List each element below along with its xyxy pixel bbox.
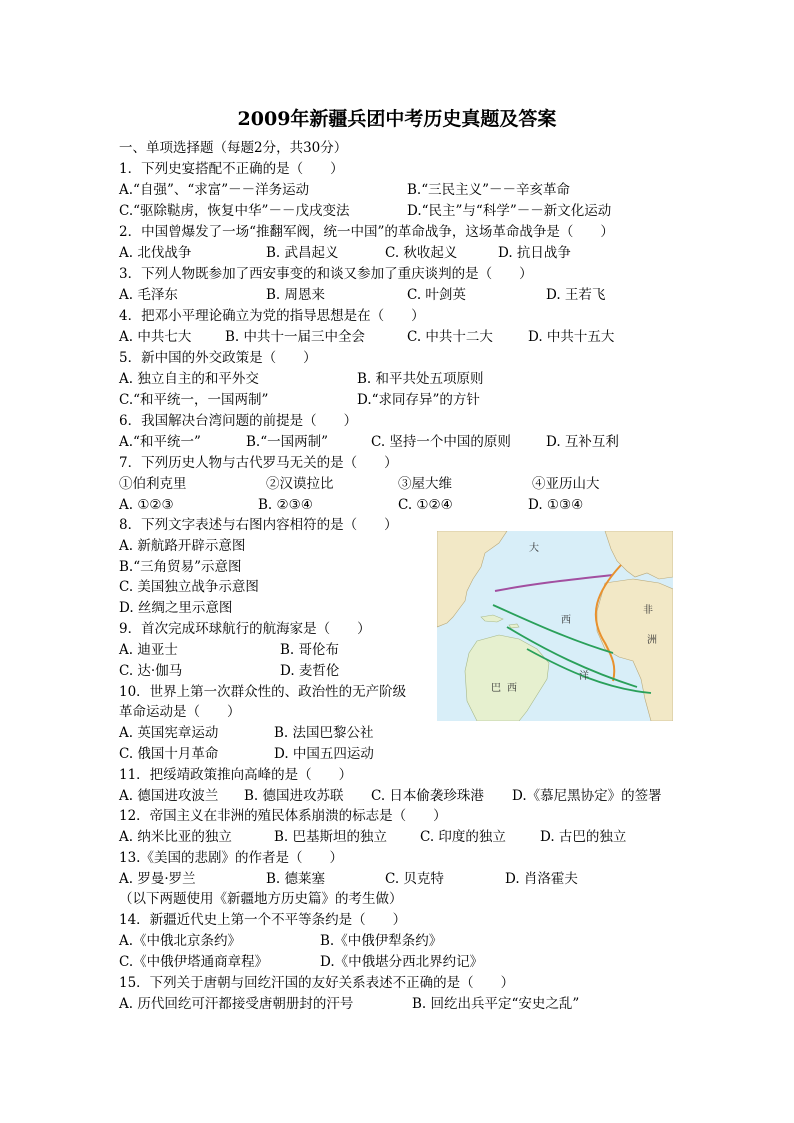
q8-option-c: C. 美国独立战争示意图	[119, 579, 259, 595]
q12-option-a: A. 纳米比亚的独立	[119, 829, 232, 845]
q8-stem: 8．下列文字表述与右图内容相符的是（ ）	[119, 517, 398, 533]
q14-option-b: B.《中俄伊犁条约》	[320, 933, 443, 949]
q4-option-a: A. 中共七大	[119, 329, 192, 345]
q11-option-d: D.《慕尼黑协定》的签署	[512, 788, 662, 804]
q3-option-a: A. 毛泽东	[119, 287, 178, 303]
map-label-xi2: 西	[507, 683, 517, 694]
q13-stem: 13.《美国的悲剧》的作者是（ ）	[119, 850, 343, 866]
q6-option-a: A.“和平统一”	[119, 434, 201, 450]
q7-option-d: D. ①③④	[528, 497, 584, 513]
q1-stem: 1．下列史宴搭配不正确的是（ ）	[119, 161, 344, 177]
q11-stem: 11．把绥靖政策推向高峰的是（ ）	[119, 767, 353, 783]
q14-option-c: C.《中俄伊塔通商章程》	[119, 954, 269, 970]
q1-option-c: C.“驱除鞑虏，恢复中华”－－戊戌变法	[119, 203, 350, 219]
q5-stem: 5．新中国的外交政策是（ ）	[119, 350, 317, 366]
q15-stem: 15．下列关于唐朝与回纥汗国的友好关系表述不正确的是（ ）	[119, 975, 515, 991]
q10-option-d: D. 中国五四运动	[274, 746, 374, 762]
q3-option-b: B. 周恩来	[266, 287, 326, 303]
q6-option-c: C. 坚持一个中国的原则	[371, 434, 511, 450]
q10-stem-line1: 10．世界上第一次群众性的、政治性的无产阶级	[119, 684, 407, 700]
q13-option-a: A. 罗曼·罗兰	[119, 871, 196, 887]
q9-option-a: A. 迪亚士	[119, 642, 178, 658]
q7-option-c: C. ①②④	[398, 497, 453, 513]
map-label-da: 大	[529, 543, 539, 554]
q6-option-d: D. 互补互利	[546, 434, 619, 450]
q1-option-d: D.“民主”与“科学”－－新文化运动	[407, 203, 612, 219]
q10-option-c: C. 俄国十月革命	[119, 746, 219, 762]
q3-option-c: C. 叶剑英	[407, 287, 466, 303]
q5-option-d: D.“求同存异”的方针	[357, 392, 480, 408]
section-heading: 一、单项选择题（每题2分，共30分）	[119, 140, 348, 156]
q14-stem: 14．新疆近代史上第一个不平等条约是（ ）	[119, 912, 407, 928]
q4-option-b: B. 中共十一届三中全会	[225, 329, 366, 345]
q8-option-d: D. 丝绸之里示意图	[119, 600, 233, 616]
q14-option-a: A.《中俄北京条约》	[119, 933, 242, 949]
q4-option-d: D. 中共十五大	[528, 329, 615, 345]
q2-option-b: B. 武昌起义	[266, 245, 339, 261]
q7-item-3: ③屋大维	[398, 476, 452, 492]
map-label-zhou: 洲	[647, 635, 657, 646]
q2-option-a: A. 北伐战争	[119, 245, 192, 261]
map-label-ba: 巴	[491, 683, 501, 694]
q9-option-b: B. 哥伦布	[280, 642, 340, 658]
page-title: 2009年新疆兵团中考历史真题及答案	[237, 108, 557, 130]
q6-option-b: B.“一国两制”	[246, 434, 329, 450]
q7-option-a: A. ①②③	[119, 497, 174, 513]
q12-option-b: B. 巴基斯坦的独立	[274, 829, 388, 845]
q12-stem: 12．帝国主义在非洲的殖民体系崩溃的标志是（ ）	[119, 808, 447, 824]
q7-option-b: B. ②③④	[258, 497, 313, 513]
q15-option-b: B. 回纥出兵平定“安史之乱”	[412, 996, 580, 1012]
q12-option-c: C. 印度的独立	[420, 829, 506, 845]
q5-option-c: C.“和平统一，一国两制”	[119, 392, 269, 408]
q11-option-b: B. 德国进攻苏联	[244, 788, 344, 804]
map-label-xi: 西	[561, 615, 571, 626]
q13-option-c: C. 贝克特	[385, 871, 444, 887]
q13-option-b: B. 德莱塞	[266, 871, 326, 887]
q8-option-b: B.“三角贸易”示意图	[119, 559, 242, 575]
q7-item-4: ④亚历山大	[532, 476, 600, 492]
q14-option-d: D.《中俄堪分西北界约记》	[320, 954, 484, 970]
note-line: （以下两题使用《新疆地方历史篇》的考生做）	[119, 891, 403, 907]
q5-option-b: B. 和平共处五项原则	[357, 371, 484, 387]
q7-stem: 7．下列历史人物与古代罗马无关的是（ ）	[119, 455, 398, 471]
q9-option-d: D. 麦哲伦	[280, 663, 340, 679]
q13-option-d: D. 肖洛霍夫	[505, 871, 578, 887]
q7-item-1: ①伯利克里	[119, 476, 187, 492]
q10-stem-line2: 革命运动是（ ）	[119, 704, 241, 720]
q10-option-a: A. 英国宪章运动	[119, 725, 219, 741]
q2-option-c: C. 秋收起义	[385, 245, 458, 261]
q1-option-b: B.“三民主义”－－辛亥革命	[407, 182, 571, 198]
map-label-yang: 洋	[579, 671, 589, 682]
q7-item-2: ②汉谟拉比	[266, 476, 334, 492]
map-label-fei: 非	[643, 605, 653, 616]
q4-option-c: C. 中共十二大	[407, 329, 493, 345]
triangle-trade-map	[437, 531, 673, 721]
q15-option-a: A. 历代回纥可汗都接受唐朝册封的汗号	[119, 996, 354, 1012]
q11-option-c: C. 日本偷袭珍珠港	[371, 788, 484, 804]
q11-option-a: A. 德国进攻波兰	[119, 788, 219, 804]
q4-stem: 4．把邓小平理论确立为党的指导思想是在（ ）	[119, 308, 425, 324]
q9-stem: 9．首次完成环球航行的航海家是（ ）	[119, 621, 371, 637]
q2-stem: 2．中国曾爆发了一场“推翻军阀，统一中国”的革命战争，这场革命战争是（ ）	[119, 224, 614, 240]
q1-option-a: A.“自强”、“求富”－－洋务运动	[119, 182, 310, 198]
q3-stem: 3．下列人物既参加了西安事变的和谈又参加了重庆谈判的是（ ）	[119, 266, 533, 282]
q10-option-b: B. 法国巴黎公社	[274, 725, 374, 741]
q8-option-a: A. 新航路开辟示意图	[119, 538, 246, 554]
q6-stem: 6．我国解决台湾问题的前提是（ ）	[119, 413, 358, 429]
q3-option-d: D. 王若飞	[546, 287, 606, 303]
q12-option-d: D. 古巴的独立	[540, 829, 627, 845]
q5-option-a: A. 独立自主的和平外交	[119, 371, 259, 387]
q2-option-d: D. 抗日战争	[498, 245, 571, 261]
q9-option-c: C. 达·伽马	[119, 663, 183, 679]
